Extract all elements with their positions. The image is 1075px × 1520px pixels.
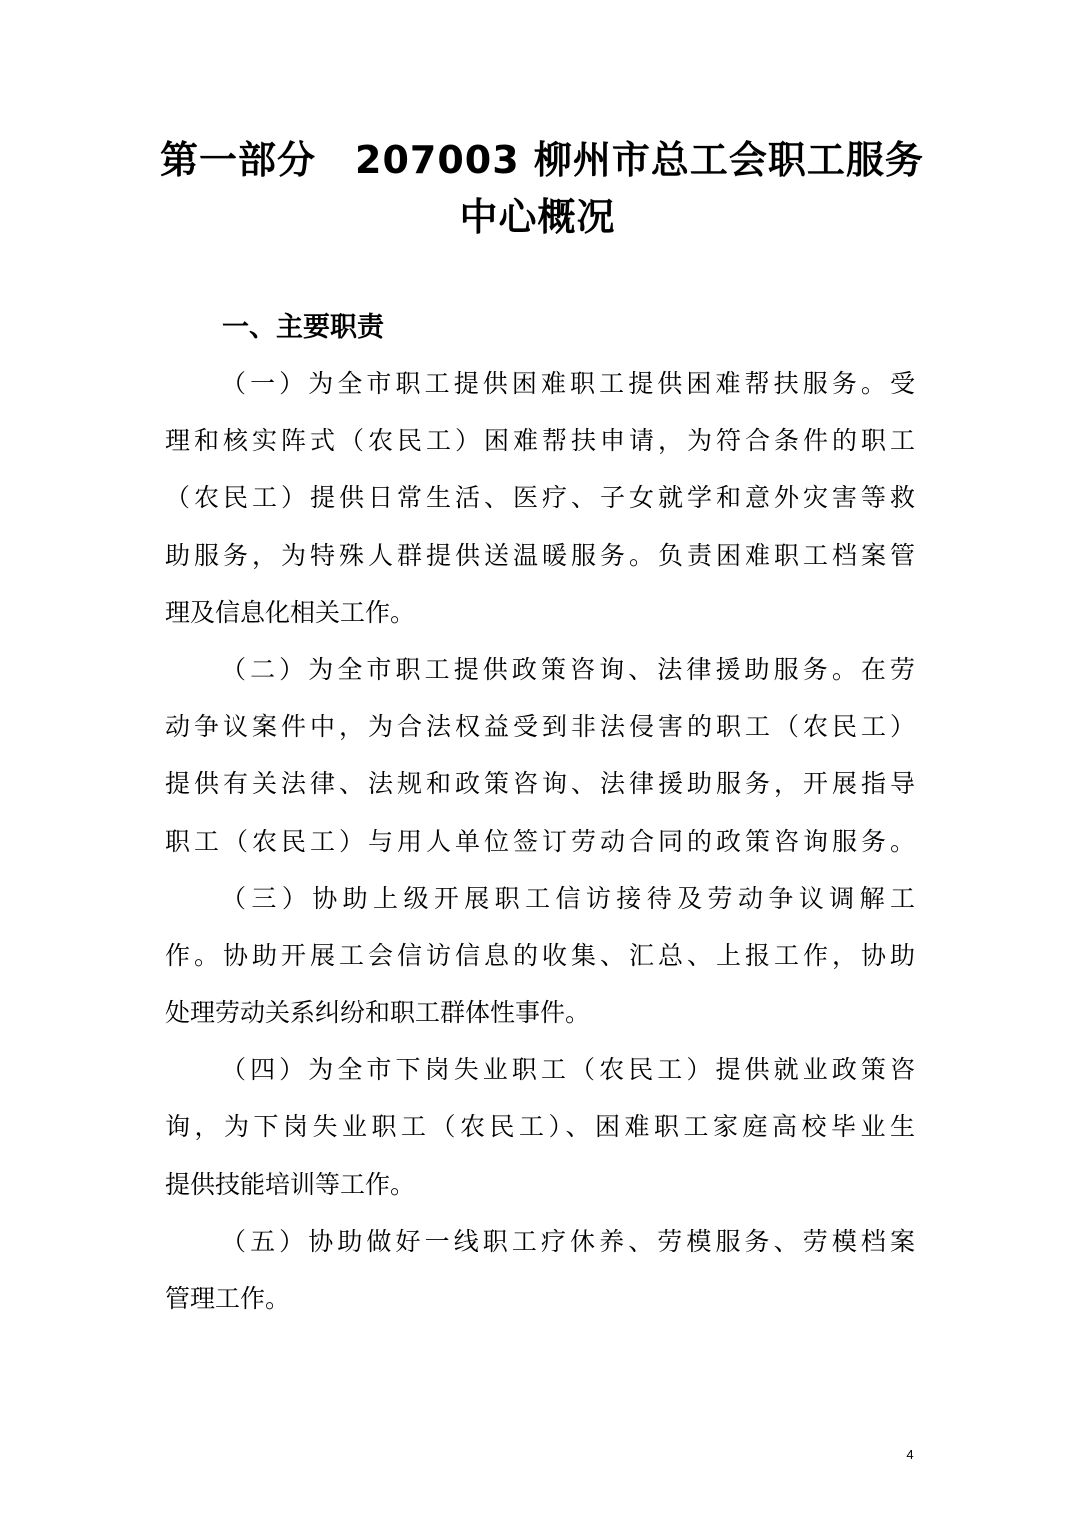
paragraph-line: 助服务，为特殊人群提供送温暖服务。负责困难职工档案管	[165, 540, 915, 570]
paragraph-1	[165, 355, 915, 641]
paragraph-5	[165, 1213, 915, 1327]
paragraph-line: （四）为全市下岗失业职工（农民工）提供就业政策咨	[221, 1055, 915, 1085]
page-number: 4	[906, 1447, 914, 1462]
paragraph-line: （农民工）提供日常生活、医疗、子女就学和意外灾害等救	[165, 483, 915, 513]
paragraph-line: 询，为下岗失业职工（农民工）、困难职工家庭高校毕业生	[165, 1112, 915, 1142]
paragraph-line: 理及信息化相关工作。	[165, 597, 416, 627]
paragraph-2	[165, 641, 915, 870]
section-heading: 一、主要职责	[222, 312, 384, 343]
paragraph-line: 处理劳动关系纠纷和职工群体性事件。	[165, 998, 591, 1028]
paragraph-line: 动争议案件中，为合法权益受到非法侵害的职工（农民工）	[165, 712, 915, 742]
paragraph-line: 理和核实阵式（农民工）困难帮扶申请，为符合条件的职工	[165, 426, 915, 456]
paragraph-line: （五）协助做好一线职工疗休养、劳模服务、劳模档案	[221, 1226, 915, 1256]
page-title	[160, 132, 924, 246]
paragraph-line: 提供技能培训等工作。	[165, 1169, 416, 1199]
title-line-1: 第一部分 207003 柳州市总工会职工服务	[160, 138, 924, 182]
paragraph-line: 作。协助开展工会信访信息的收集、汇总、上报工作，协助	[165, 940, 915, 970]
paragraph-line: 提供有关法律、法规和政策咨询、法律援助服务，开展指导	[165, 769, 915, 799]
title-line-2: 中心概况	[459, 195, 616, 240]
paragraph-line: 职工（农民工）与用人单位签订劳动合同的政策咨询服务。	[165, 826, 915, 856]
paragraph-line: 管理工作。	[165, 1284, 291, 1313]
paragraph-line: （一）为全市职工提供困难职工提供困难帮扶服务。受	[221, 369, 915, 398]
paragraph-line: （二）为全市职工提供政策咨询、法律援助服务。在劳	[221, 654, 915, 684]
paragraph-3	[165, 870, 915, 1042]
paragraph-line: （三）协助上级开展职工信访接待及劳动争议调解工	[221, 883, 915, 913]
document-body	[165, 355, 915, 1327]
paragraph-4	[165, 1041, 915, 1213]
